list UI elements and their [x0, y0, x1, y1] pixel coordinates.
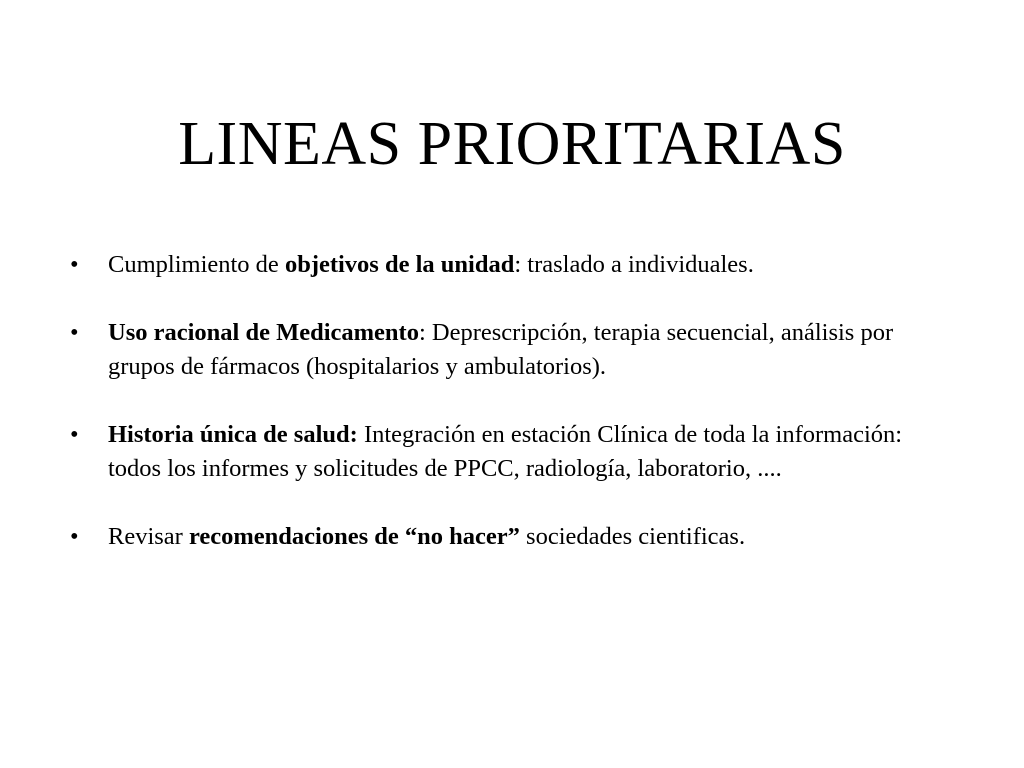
bullet-bold-text: Uso racional de Medicamento: [108, 319, 419, 346]
slide-title: LINEAS PRIORITARIAS: [178, 110, 846, 178]
bullet-item-no-hacer: [70, 520, 930, 554]
bullet-item-objetivos: [70, 248, 930, 282]
bullet-text: Revisar: [108, 523, 189, 550]
bullet-dot-icon: •: [70, 251, 79, 278]
bullet-list: [70, 248, 930, 588]
bullet-bold-text: objetivos de la unidad: [284, 251, 515, 278]
bullet-dot-icon: •: [70, 523, 79, 550]
bullet-text: sociedades cientificas.: [519, 523, 746, 550]
bullet-item-medicamento: [70, 316, 930, 384]
bullet-dot-icon: •: [70, 319, 79, 346]
bullet-bold-text: Historia única de salud:: [108, 421, 358, 448]
bullet-text: Cumplimiento de: [108, 251, 285, 278]
bullet-item-historia: [70, 418, 930, 486]
bullet-bold-text: recomendaciones de “no hacer”: [188, 523, 520, 550]
bullet-text: : traslado a individuales.: [514, 251, 754, 278]
bullet-dot-icon: •: [70, 421, 79, 448]
bullet-text: : Deprescripción, terapia secuencial, análisis por grupos de fármacos (hospitalarios y ambulatorios).: [108, 319, 894, 380]
bullet-text: Integración en estación Clínica de toda la información: todos los informes y solicitudes de PPCC, radiología, laboratorio, ....: [108, 421, 903, 482]
